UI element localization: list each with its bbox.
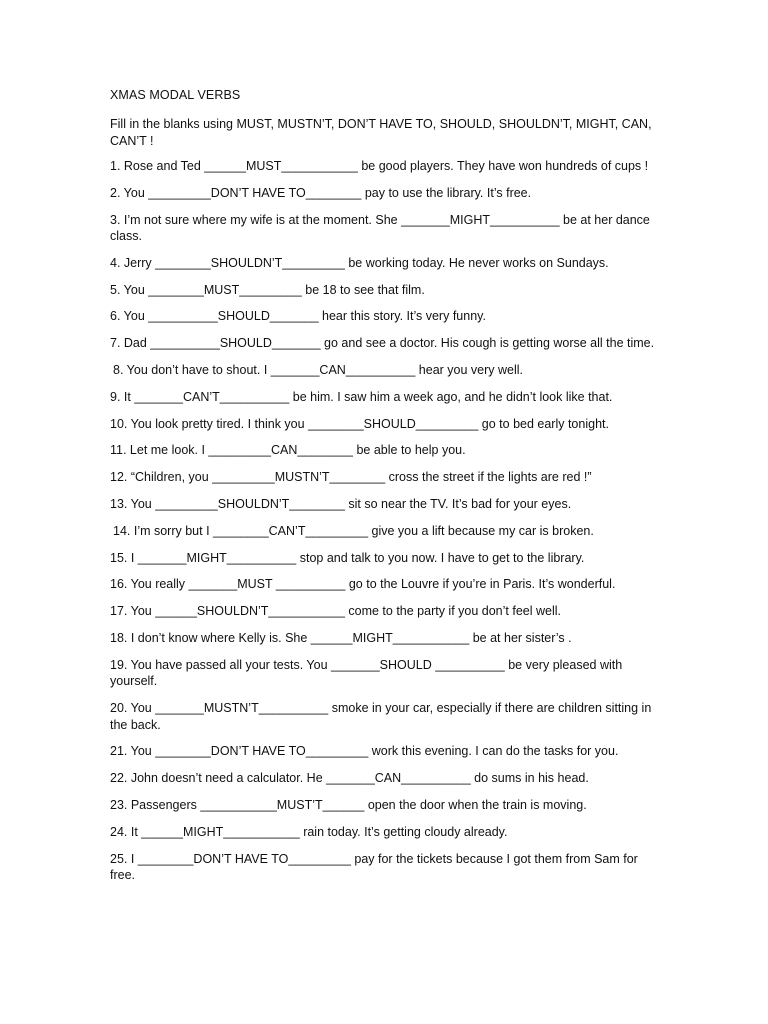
exercise-item: 4. Jerry ________SHOULDN’T_________ be working today. He never works on Sundays. <box>110 255 609 270</box>
exercise-item: 13. You _________SHOULDN’T________ sit so near the TV. It’s bad for your eyes. <box>110 497 572 512</box>
exercise-item: 7. Dad __________SHOULD_______ go and see a doctor. His cough is getting worse all the time. <box>110 336 655 351</box>
exercise-item: 18. I don’t know where Kelly is. She ______MIGHT___________ be at her sister’s . <box>110 631 572 646</box>
exercise-item: 14. I’m sorry but I ________CAN’T_________ give you a lift because my car is broken. <box>113 523 594 538</box>
worksheet-title: XMAS MODAL VERBS <box>110 88 241 102</box>
exercise-item: 8. You don’t have to shout. I _______CAN__________ hear you very well. <box>113 363 524 378</box>
worksheet-page <box>110 88 662 894</box>
exercise-item: 20. You _______MUSTN’T__________ smoke in your car, especially if there are children sitting in the back. <box>110 701 655 732</box>
exercise-item: 2. You _________DON’T HAVE TO________ pay to use the library. It’s free. <box>110 185 532 200</box>
exercise-item: 6. You __________SHOULD_______ hear this story. It’s very funny. <box>110 309 486 324</box>
exercise-item: 3. I’m not sure where my wife is at the moment. She _______MIGHT__________ be at her dance class. <box>110 212 654 244</box>
exercise-item: 15. I _______MIGHT__________ stop and talk to you now. I have to get to the library. <box>110 550 585 565</box>
exercise-item: 11. Let me look. I _________CAN________ be able to help you. <box>110 443 466 458</box>
exercise-item: 5. You ________MUST_________ be 18 to see that film. <box>110 282 425 297</box>
exercise-item: 12. “Children, you _________MUSTN’T________ cross the street if the lights are red !” <box>110 470 592 485</box>
exercise-item: 10. You look pretty tired. I think you ________SHOULD_________ go to bed early tonight. <box>110 416 609 431</box>
exercise-list <box>110 158 662 884</box>
exercise-item: 22. John doesn’t need a calculator. He _______CAN__________ do sums in his head. <box>110 771 589 786</box>
exercise-item: 19. You have passed all your tests. You _______SHOULD __________ be very pleased with yourself. <box>110 657 626 689</box>
exercise-item: 23. Passengers ___________MUST’T______ open the door when the train is moving. <box>110 798 587 813</box>
exercise-item: 9. It _______CAN’T__________ be him. I saw him a week ago, and he didn’t look like that. <box>110 389 613 404</box>
exercise-item: 25. I ________DON’T HAVE TO_________ pay for the tickets because I got them from Sam for free. <box>110 851 642 883</box>
exercise-item: 24. It ______MIGHT___________ rain today. It’s getting cloudy already. <box>110 824 508 839</box>
exercise-item: 17. You ______SHOULDN’T___________ come to the party if you don’t feel well. <box>110 604 561 619</box>
worksheet-instructions: Fill in the blanks using MUST, MUSTN’T, DON’T HAVE TO, SHOULD, SHOULDN’T, MIGHT, CAN, CAN’T ! <box>110 117 652 148</box>
exercise-item: 21. You ________DON’T HAVE TO_________ work this evening. I can do the tasks for you. <box>110 744 619 759</box>
exercise-item: 1. Rose and Ted ______MUST___________ be good players. They have won hundreds of cups ! <box>110 159 649 173</box>
exercise-item: 16. You really _______MUST __________ go to the Louvre if you’re in Paris. It’s wonderful. <box>110 577 616 592</box>
